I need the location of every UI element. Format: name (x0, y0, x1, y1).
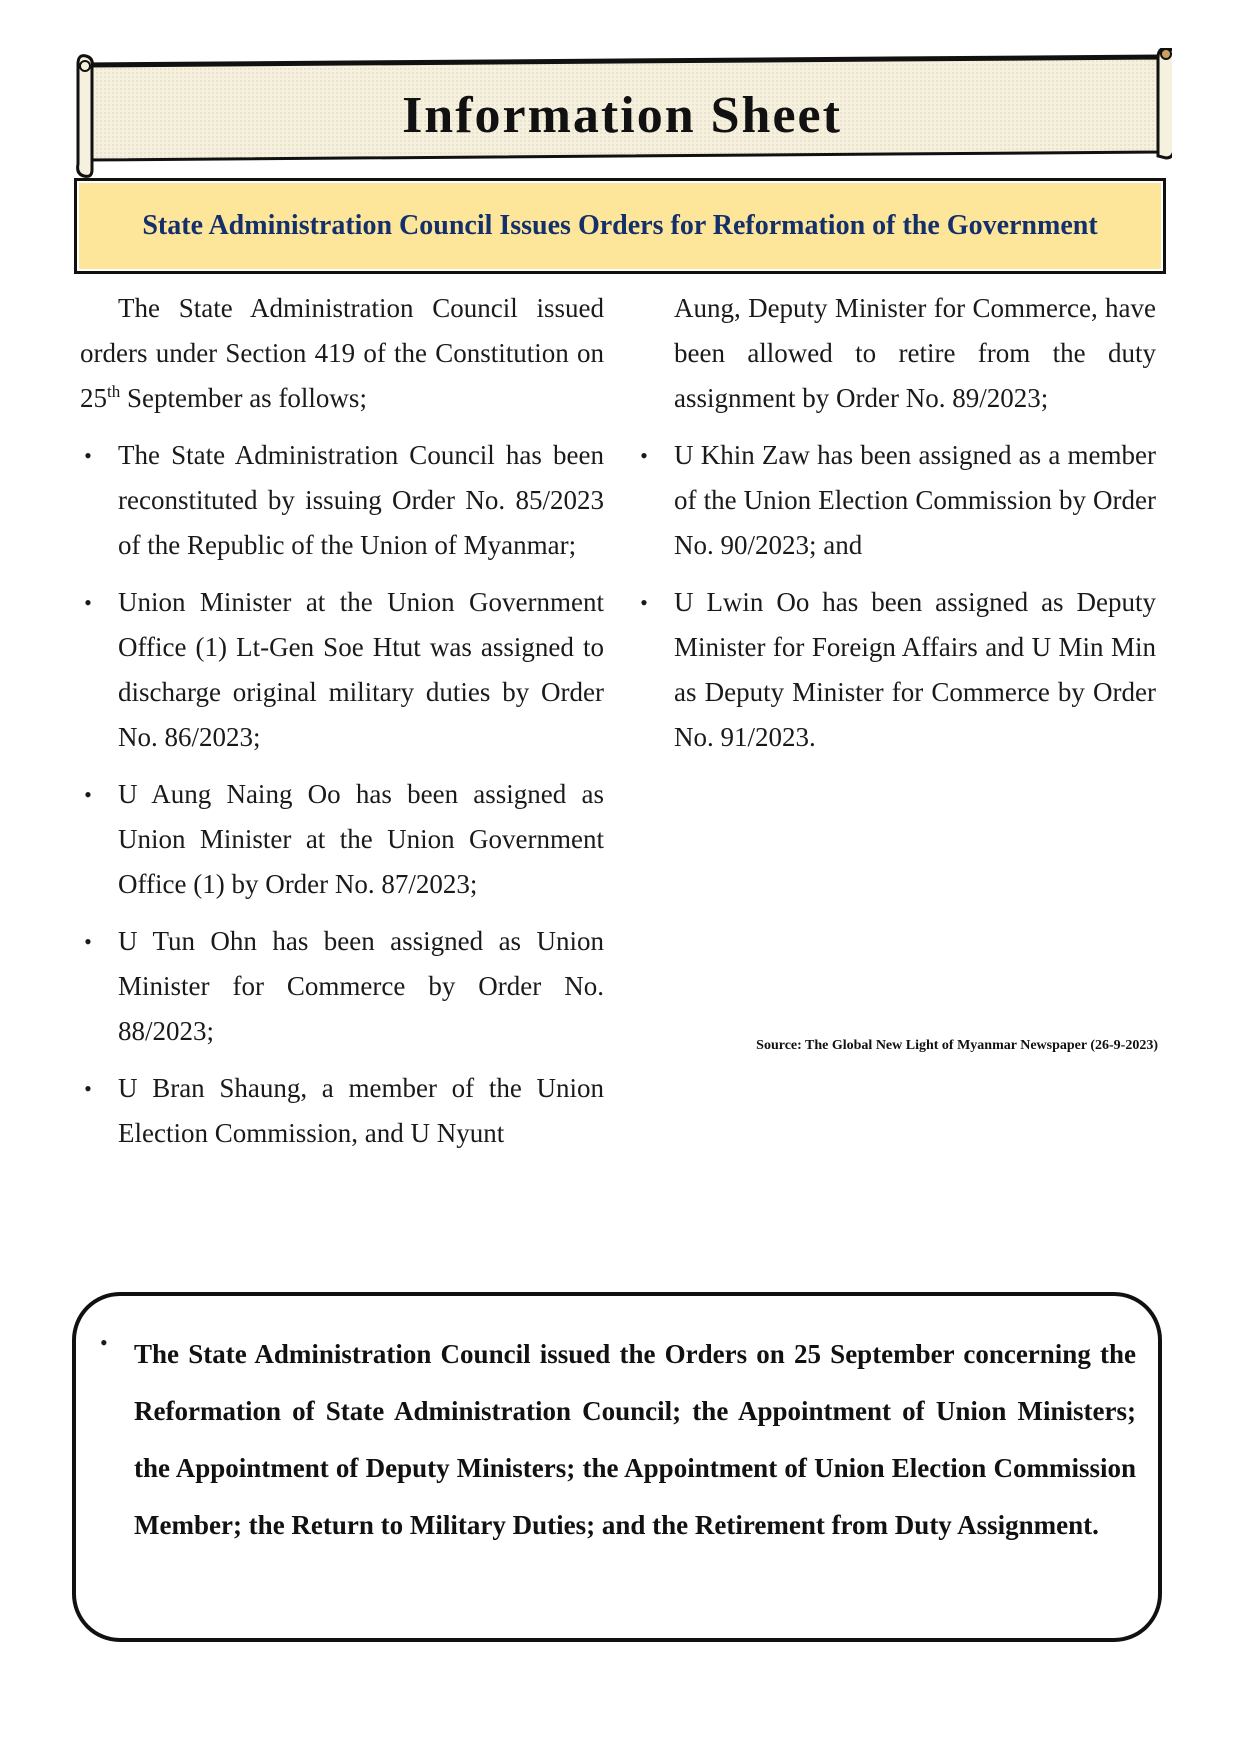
intro-paragraph: The State Administration Council issued orders under Section 419 of the Constitution on 25th September as follows; (80, 293, 604, 413)
bullet-icon: • (84, 782, 92, 807)
summary-box (72, 1292, 1162, 1642)
headline-text: State Administration Council Issues Orders for Reformation of the Government (142, 210, 1098, 241)
list-item: • U Lwin Oo has been assigned as Deputy Minister for Foreign Affairs and U Min Min as Deputy Minister for Commerce by Order No. 91/2023. (636, 580, 1156, 760)
list-item: • U Khin Zaw has been assigned as a member of the Union Election Commission by Order No. 90/2023; and (636, 433, 1156, 568)
list-item: • The State Administration Council has been reconstituted by issuing Order No. 85/2023 of the Republic of the Union of Myanmar; (80, 433, 604, 568)
list-item: • Union Minister at the Union Government Office (1) Lt-Gen Soe Htut was assigned to discharge original military duties by Order No. 86/2023; (80, 580, 604, 760)
left-bullet-list (80, 433, 604, 1156)
right-bullet-list (636, 433, 1156, 760)
left-column (80, 286, 604, 1168)
list-item: • U Aung Naing Oo has been assigned as Union Minister at the Union Government Office (1) by Order No. 87/2023; (80, 772, 604, 907)
bullet-icon: • (640, 443, 648, 468)
bullet-icon: • (84, 1076, 92, 1101)
headline-box (74, 178, 1166, 274)
summary-text: The State Administration Council issued the Orders on 25 September concerning the Reformation of State Administration Council; the Appointment of Union Ministers; the Appointment of Deputy Ministers; the Appointment of Union Election Commission Member; the Return to Military Duties; and the Retirement from Duty Assignment. (134, 1339, 1136, 1540)
bullet-icon: • (84, 590, 92, 615)
list-item: • U Tun Ohn has been assigned as Union Minister for Commerce by Order No. 88/2023; (80, 919, 604, 1054)
source-citation: Source: The Global New Light of Myanmar Newspaper (26-9-2023) (756, 1038, 1158, 1053)
bullet-icon: • (640, 590, 648, 615)
bullet-icon: • (84, 443, 92, 468)
bullet-icon: • (84, 929, 92, 954)
page-title: Information Sheet (402, 87, 842, 144)
title-banner (72, 48, 1172, 178)
list-item: • U Bran Shaung, a member of the Union Election Commission, and U Nyunt (80, 1066, 604, 1156)
bullet-icon: • (100, 1330, 108, 1355)
right-column (636, 286, 1156, 772)
continued-paragraph: Aung, Deputy Minister for Commerce, have been allowed to retire from the duty assignment by Order No. 89/2023; (674, 293, 1156, 413)
